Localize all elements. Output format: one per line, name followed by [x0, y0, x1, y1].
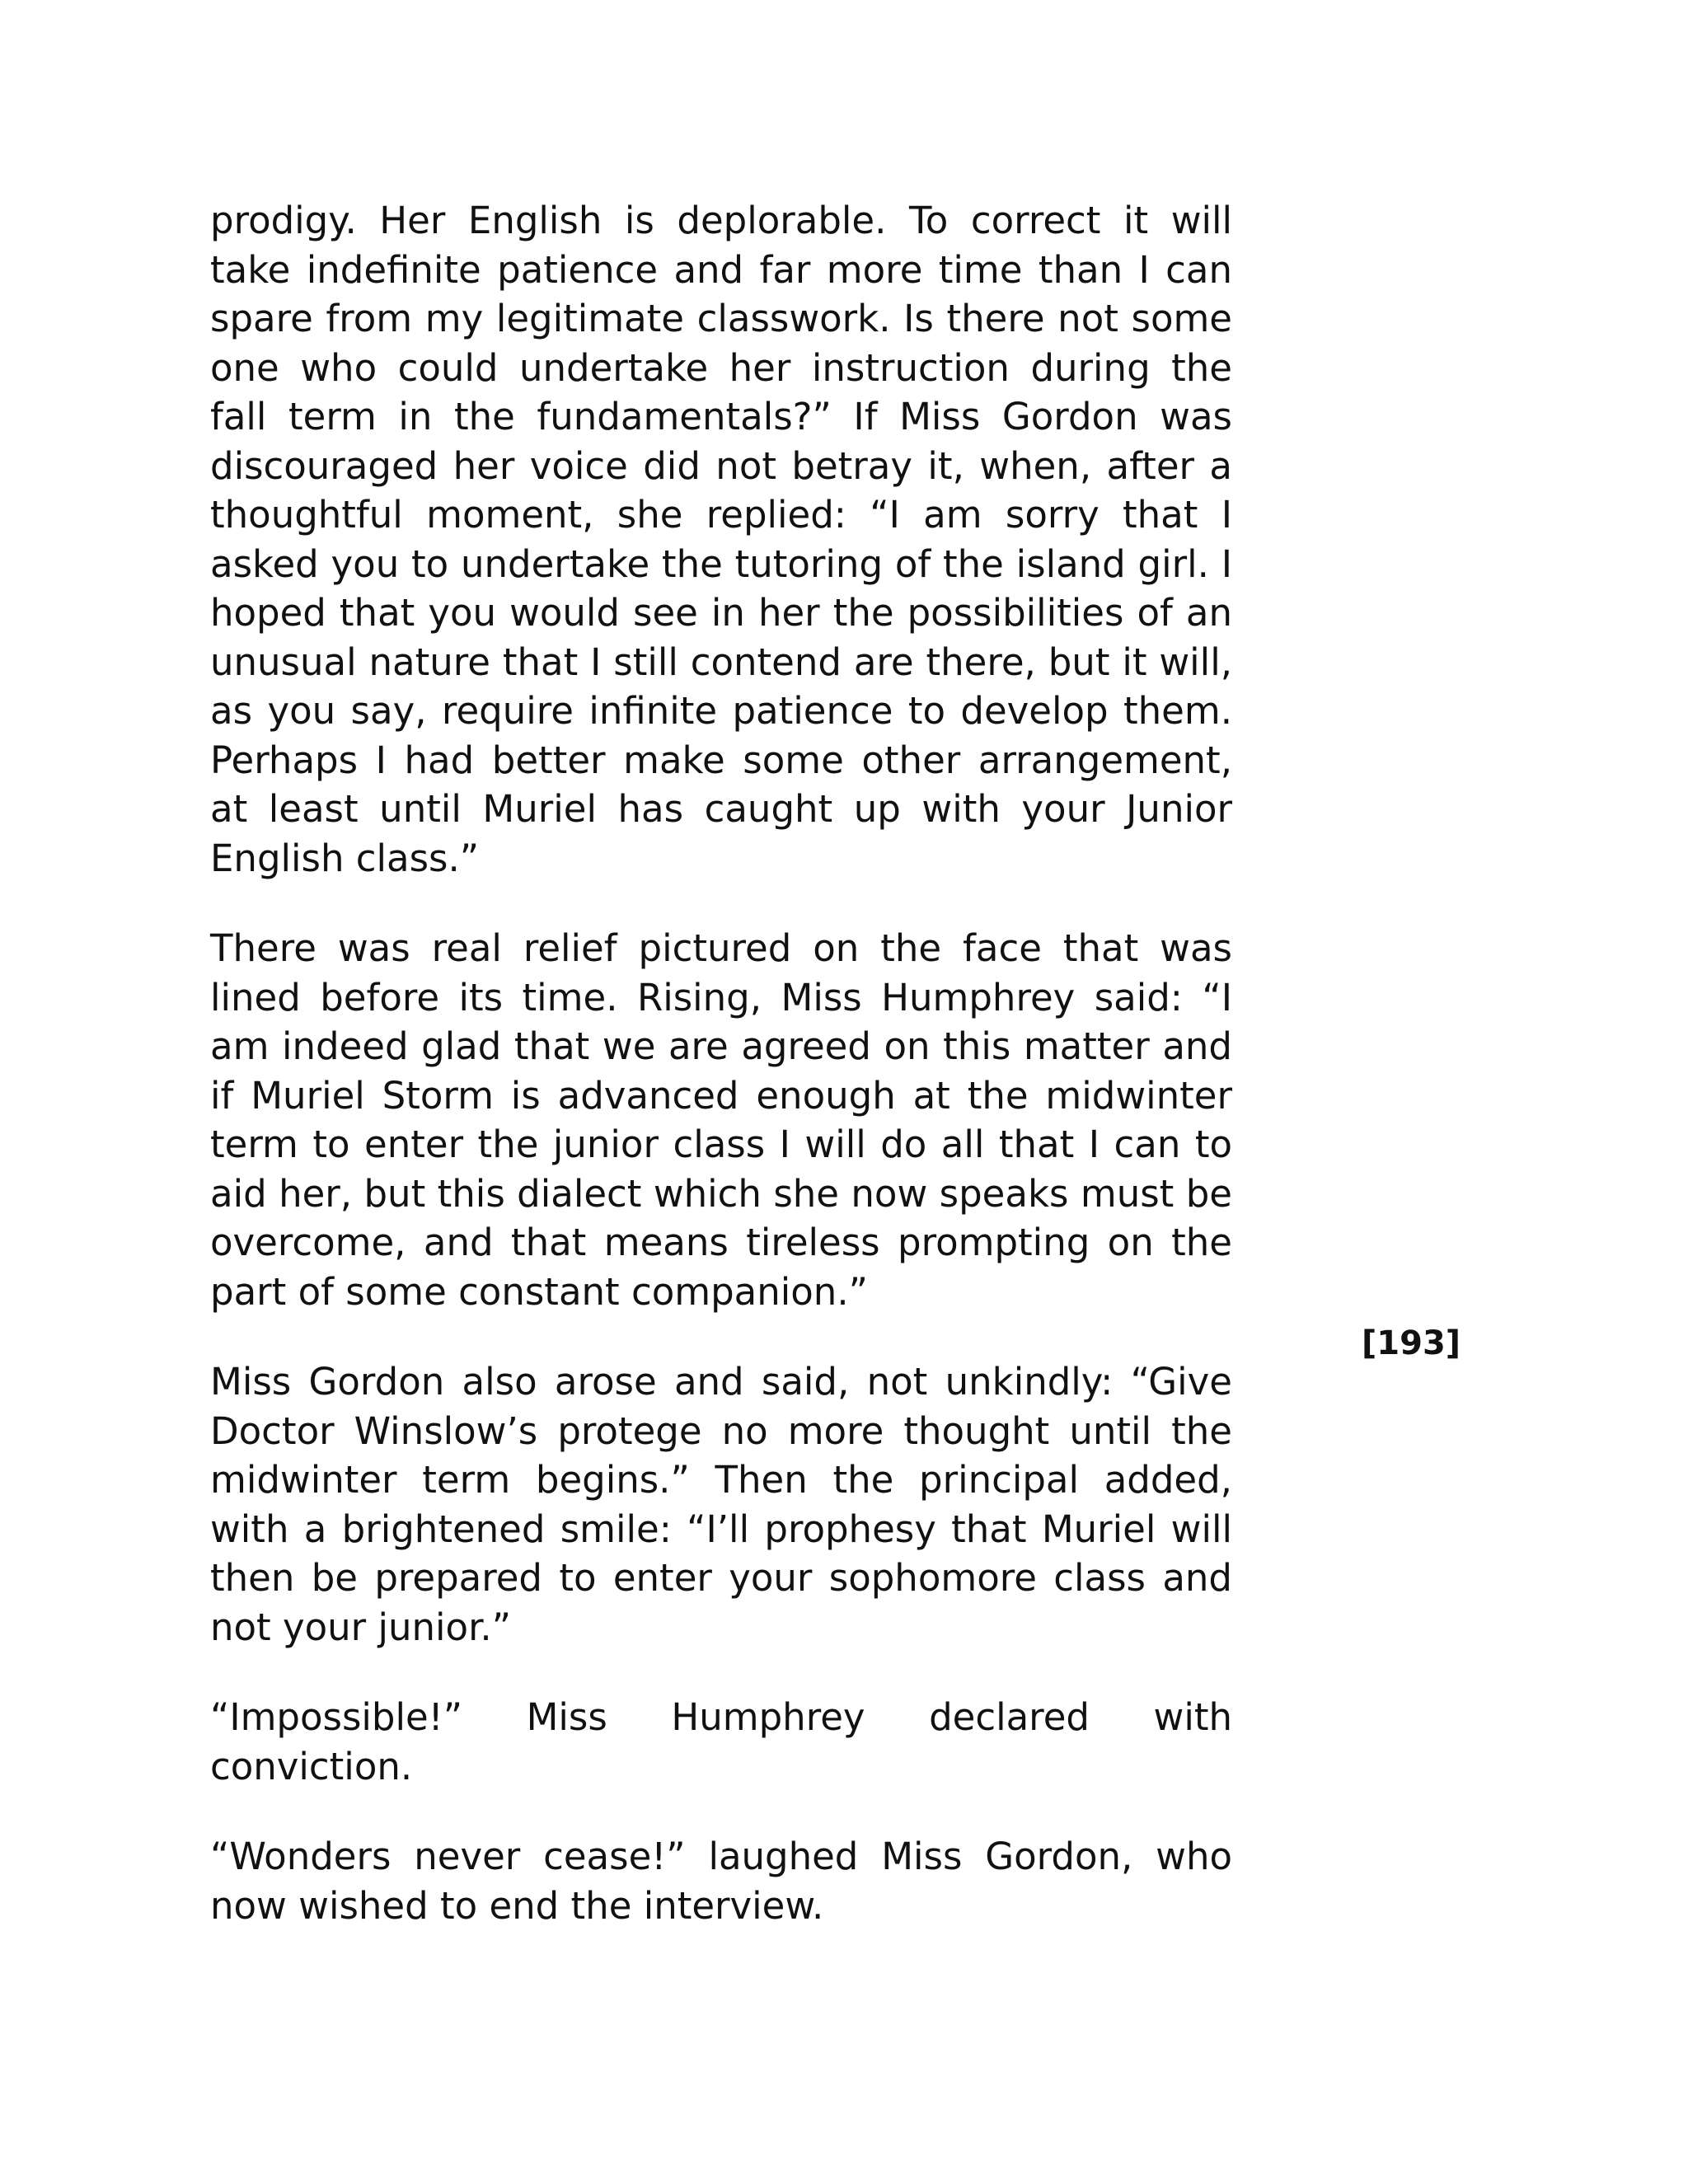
page-number: [193] [1362, 1324, 1461, 1362]
body-text [210, 196, 1232, 1971]
paragraph-5: “Wonders never cease!” laughed Miss Gordon, who now wished to end the interview. [210, 1835, 1232, 1928]
paragraph-2: There was real relief pictured on the face that was lined before its time. Rising, Miss Humphrey said: “I am indeed glad that we are agreed on this matter and if Muriel Storm is advanced enough at the midwinter term to enter the junior class I will do all that I can to aid her, but this dialect which she now speaks must be overcome, and that means tireless prompting on the part of some constant companion.” [210, 926, 1232, 1314]
paragraph-1: prodigy. Her English is deplorable. To correct it will take indefinite patience and far more time than I can spare from my legitimate classwork. Is there not some one who could undertake her instruction during the fall term in the fundamentals?” If Miss Gordon was discouraged her voice did not betray it, when, after a thoughtful moment, she replied: “I am sorry that I asked you to undertake the tutoring of the island girl. I hoped that you would see in her the possibilities of an unusual nature that I still contend are there, but it will, as you say, require infinite patience to develop them. Perhaps I had better make some other arrangement, at least until Muriel has caught up with your Junior English class.” [210, 199, 1232, 880]
paragraph-3: Miss Gordon also arose and said, not unkindly: “Give Doctor Winslow’s protege no more thought until the midwinter term begins.” Then the principal added, with a brightened smile: “I’ll prophesy that Muriel will then be prepared to enter your sophomore class and not your junior.” [210, 1360, 1232, 1649]
paragraph-4: “Impossible!” Miss Humphrey declared with conviction. [210, 1695, 1232, 1788]
